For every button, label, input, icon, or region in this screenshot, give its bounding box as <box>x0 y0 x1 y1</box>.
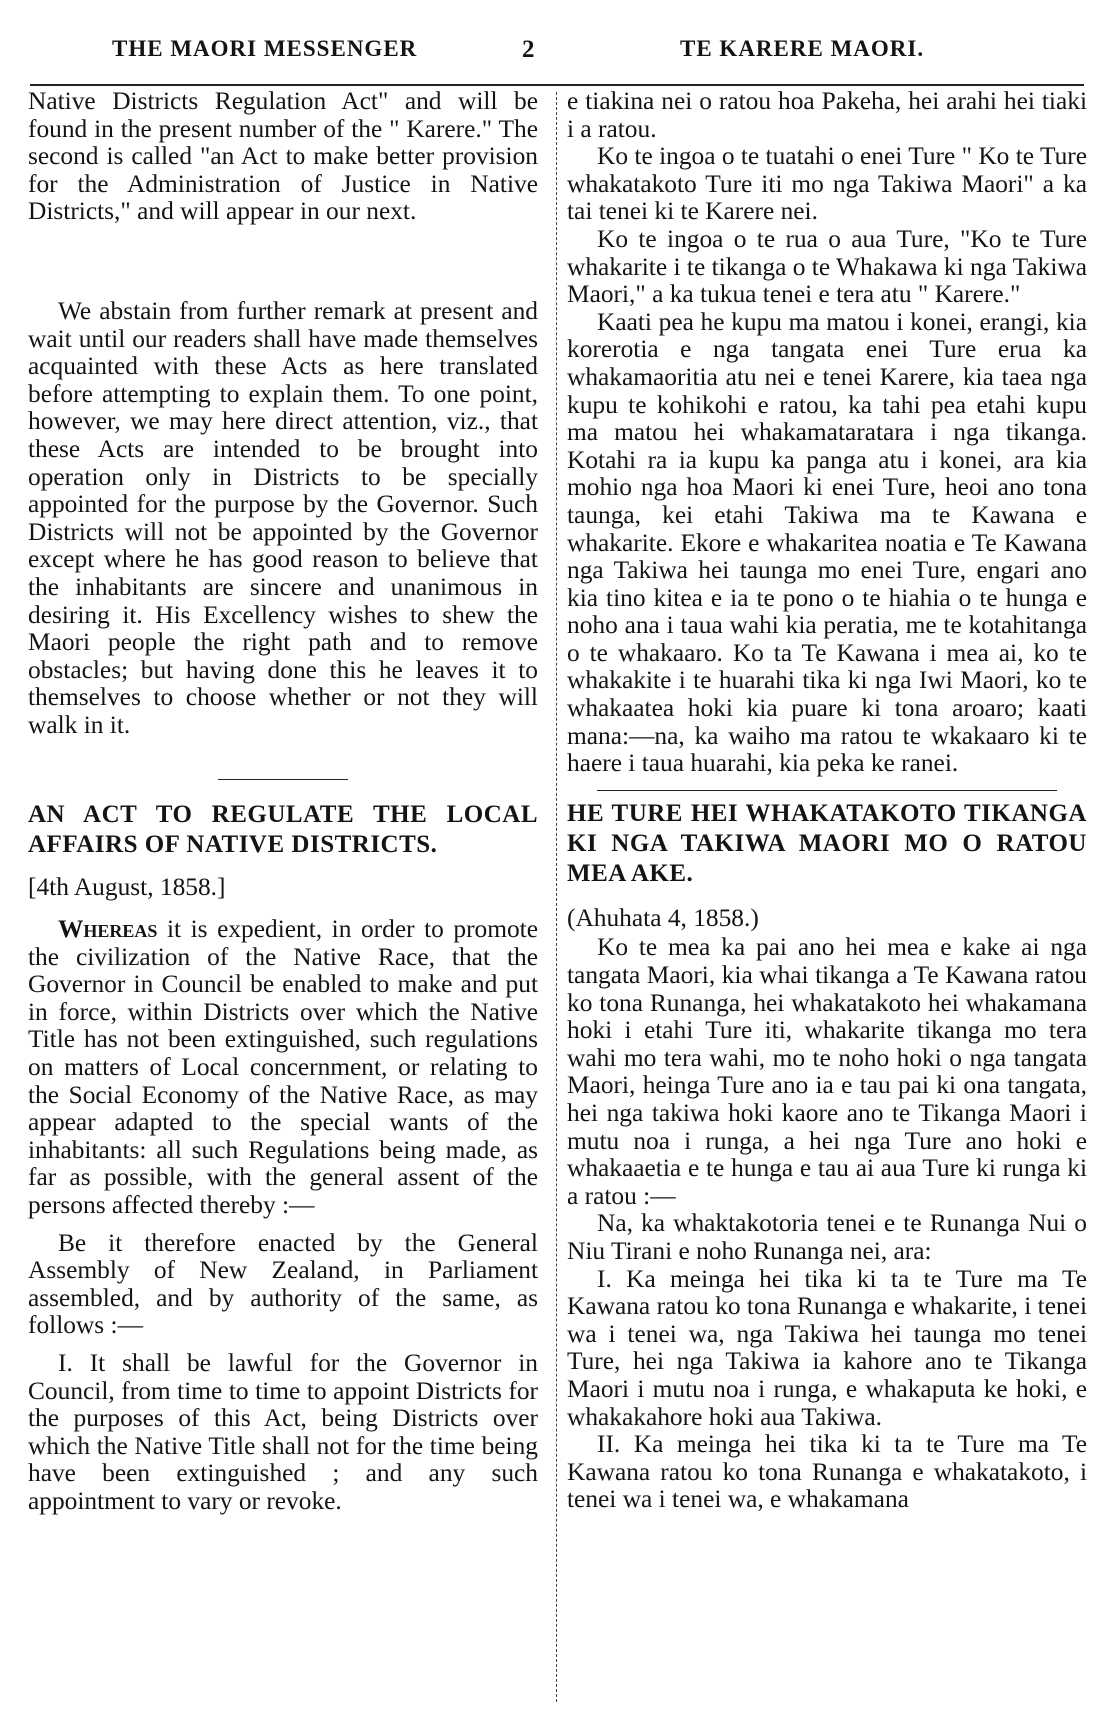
maori-paragraph-2: Ko te ingoa o te tuatahi o enei Ture " Ko te Ture whakatakoto Ture iti mo nga Takiwa Maori" a ka tai tenei ki te Karere nei. <box>567 142 1087 226</box>
maori-paragraph-3: Ko te ingoa o te rua o aua Ture, "Ko te Ture whakarite i te tikanga o te Whakawa ki nga Takiwa Maori," a ka tukua tenei e tera atu " Karere." <box>567 224 1087 309</box>
maori-column <box>567 88 1087 1514</box>
column-divider <box>556 92 557 1702</box>
maori-act-heading: HE TURE HEI WHAKATAKOTO TIKANGA KI NGA TAKIWA MAORI MO O RATOU MEA AKE. <box>567 799 1087 887</box>
masthead-english-title: THE MAORI MESSENGER <box>112 36 418 61</box>
masthead <box>0 0 1114 88</box>
english-preamble <box>28 916 538 1220</box>
english-act-heading: AN ACT TO REGULATE THE LOCAL AFFAIRS OF NATIVE DISTRICTS. <box>28 801 538 859</box>
spacer <box>28 226 538 298</box>
preamble-text: it is expedient, in order to promote the civilization of the Native Race, that the Governor in Council be enabled to make and put in force, within Districts over which the Native Title has not been extinguished, such regulations on matters of Local concernment, or relating to the Social Economy of the Native Race, as may appear adapted to the special wants of the inhabitants: all such Regulations being made, as far as possible, with the general assent of the persons affected thereby :— <box>28 915 538 1219</box>
english-section-1: I. It shall be lawful for the Governor in Council, from time to time to appoint Districts for the purposes of this Act, being Districts over which the Native Title shall not for the time being have been extinguished ; and any such appointment to vary or revoke. <box>28 1348 538 1515</box>
english-enacting-clause: Be it therefore enacted by the General Assembly of New Zealand, in Parliament assembled, and by authority of the same, as follows :— <box>28 1228 538 1340</box>
english-act-date: [4th August, 1858.] <box>28 873 226 902</box>
maori-paragraph-4: Kaati pea he kupu ma matou i konei, erangi, kia korerotia e nga tangata enei Ture erua ka whakamaoritia atu nei e tenei Karere, kia taea nga kupu te kohikohi e ratou, ka tahi pea etahi kupu ma matou hei whakamataratara i nga tikanga. Kotahi ra ia kupu ka panga atu i konei, ara kia mohio nga hoa Maori ki enei Ture, heoi ano tona taunga, kei etahi Takiwa ma te Kawana e whakarite. Ekore e whakaritea noatia e Te Kawana nga Takiwa hei taunga mo enei Ture, engari ano kia tino kitea e ia te pono o te hiahia o te hunga e noho ana i taua wahi kia peratia, me te kotahitanga o te whakaaro. Ko ta Te Kawana i mea ai, ko te whakakite i te huarahi tika ki nga Iwi Maori, ko te whakaatea hoki kia puare ki tona aroaro; kaati mana:—na, ka waiho ma ratou te wkakaaro ki te haere i taua huarahi, kia peka ke ranei. <box>567 307 1087 778</box>
maori-preamble: Ko te mea ka pai ano hei mea e kake ai nga tangata Maori, kia whai tikanga a Te Kawana ratou ko tona Runanga, hei whakatakoto hei whakamana hoki i etahi Ture iti, whakarite tikanga mo tera wahi mo tera wahi, mo te noho hoki o nga tangata Maori, heinga Ture ano ia e tau pai ki ona tangata, hei nga takiwa hoki kaore ano te Tikanga Maori i mutu noa i runga, a hei nga Ture ano hoki e whakaaetia e te hunga e tau ai aua Ture ki runga ki a ratou :— <box>567 933 1087 1210</box>
english-paragraph-2: We abstain from further remark at present and wait until our readers shall have made themselves acquainted with these Acts as here translated before attempting to explain them. To one point, however, we may here direct attention, viz., that these Acts are intended to be brought into operation only in Districts to be specially appointed for the purpose by the Governor. Such Districts will not be appointed by the Governor except where he has good reason to believe that the inhabitants are sincere and unanimous in desiring it. His Excellency wishes to shew the Maori people the right path and to remove obstacles; but having done this he leaves it to themselves to choose whether or not they will walk in it. <box>28 296 538 739</box>
english-column <box>28 88 538 1516</box>
maori-section-2: II. Ka meinga hei tika ki ta te Ture ma Te Kawana ratou ko tona Runanga e whakatakoto, i tenei wa i tenei wa, e whakamana <box>567 1430 1087 1514</box>
page-number: 2 <box>522 36 535 63</box>
whereas-word: Whereas <box>58 915 158 944</box>
maori-section-1: I. Ka meinga hei tika ki ta te Ture ma Te Kawana ratou ko tona Runanga e whakarite, i tenei wa i tenei wa, nga Takiwa hei taunga mo tenei Ture, hei nga Takiwa ia kahore ano te Tikanga Maori i mutu noa i runga, e whakaputa ke hoki, e whakakahore hoki aua Takiwa. <box>567 1264 1087 1431</box>
maori-paragraph-1: e tiakina nei o ratou hoa Pakeha, hei arahi hei tiaki i a ratou. <box>567 87 1087 143</box>
masthead-rule <box>30 84 1084 86</box>
english-paragraph-1: Native Districts Regulation Act" and will be found in the present number of the " Karere." The second is called "an Act to make better provision for the Administration of Justice in Native Districts," and will appear in our next. <box>28 87 538 226</box>
maori-enacting-clause: Na, ka whaktakotoria tenei e te Runanga Nui o Niu Tirani e noho Runanga nei, ara: <box>567 1209 1087 1265</box>
maori-act-date: (Ahuhata 4, 1858.) <box>567 903 759 932</box>
masthead-maori-title: TE KARERE MAORI. <box>680 36 925 61</box>
